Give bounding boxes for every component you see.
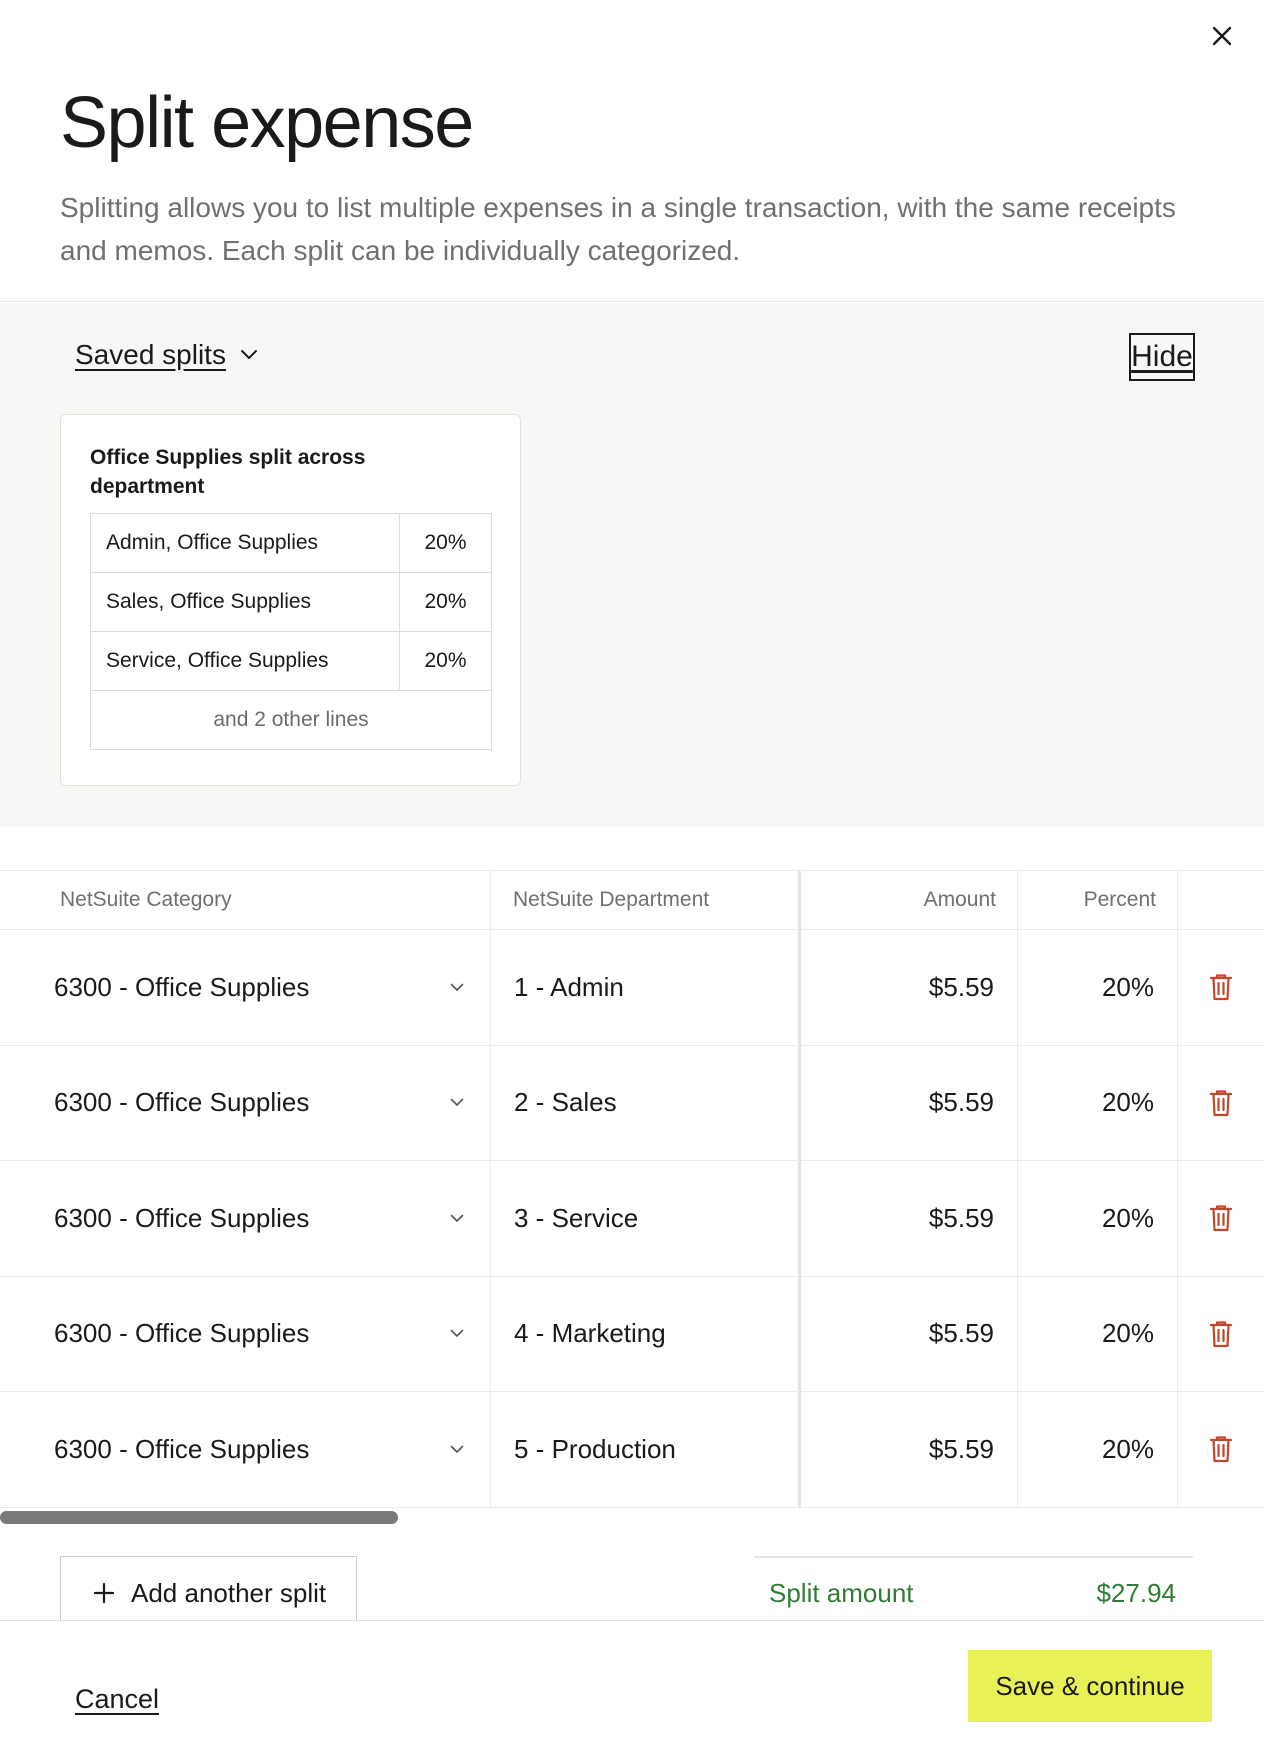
delete-split-button[interactable] <box>1178 1277 1264 1392</box>
department-field[interactable]: 4 - Marketing <box>491 1277 801 1392</box>
saved-split-lines <box>90 513 492 750</box>
percent-field[interactable]: 20% <box>1018 930 1178 1045</box>
header-amount: Amount <box>801 871 1018 929</box>
split-amount-label: Split amount <box>769 1578 914 1608</box>
close-button[interactable] <box>1204 18 1240 54</box>
category-value: 6300 - Office Supplies <box>54 1202 310 1233</box>
category-value: 6300 - Office Supplies <box>54 1318 310 1349</box>
chevron-down-icon <box>450 1214 464 1223</box>
saved-split-more-lines: and 2 other lines <box>91 691 492 750</box>
table-row <box>0 1277 1264 1393</box>
page-title: Split expense <box>60 83 473 163</box>
saved-split-line-percent: 20% <box>400 573 492 632</box>
category-select[interactable] <box>0 1392 491 1507</box>
saved-split-title: Office Supplies split across department <box>90 446 366 498</box>
table-header <box>0 870 1264 930</box>
percent-field[interactable]: 20% <box>1018 1277 1178 1392</box>
delete-split-button[interactable] <box>1178 930 1264 1045</box>
trash-icon <box>1209 1089 1233 1117</box>
header-percent: Percent <box>1018 871 1178 929</box>
saved-split-line-percent: 20% <box>400 632 492 691</box>
department-field[interactable]: 3 - Service <box>491 1161 801 1276</box>
category-select[interactable] <box>0 930 491 1045</box>
add-split-button[interactable] <box>60 1556 357 1630</box>
scrollbar-thumb[interactable] <box>0 1511 398 1524</box>
saved-split-line-label: Admin, Office Supplies <box>91 514 400 573</box>
chevron-down-icon <box>450 983 464 992</box>
split-summary <box>754 1556 1193 1609</box>
saved-split-more <box>91 691 492 750</box>
trash-icon <box>1209 973 1233 1001</box>
category-select[interactable] <box>0 1161 491 1276</box>
cancel-button[interactable]: Cancel <box>75 1684 160 1714</box>
category-select[interactable] <box>0 1277 491 1392</box>
split-table <box>0 870 1264 1508</box>
table-row <box>0 1392 1264 1508</box>
saved-splits-panel <box>0 303 1264 827</box>
department-field[interactable]: 1 - Admin <box>491 930 801 1045</box>
chevron-down-icon <box>240 349 258 361</box>
header-category: NetSuite Category <box>0 871 491 929</box>
chevron-down-icon <box>450 1445 464 1454</box>
dialog-header <box>0 0 1264 302</box>
percent-field[interactable]: 20% <box>1018 1161 1178 1276</box>
saved-split-line-percent: 20% <box>400 514 492 573</box>
saved-split-line-label: Service, Office Supplies <box>91 632 400 691</box>
percent-field[interactable]: 20% <box>1018 1392 1178 1507</box>
trash-icon <box>1209 1320 1233 1348</box>
header-actions <box>1178 871 1264 929</box>
amount-field[interactable]: $5.59 <box>801 1046 1018 1161</box>
amount-field[interactable]: $5.59 <box>801 1392 1018 1507</box>
plus-icon <box>93 1582 115 1604</box>
category-value: 6300 - Office Supplies <box>54 1433 310 1464</box>
page-description: Splitting allows you to list multiple expenses in a single transaction, with the same receipts and memos. Each split can be individually categorized. <box>60 192 1176 266</box>
add-split-label: Add another split <box>131 1577 327 1608</box>
split-amount-row <box>754 1558 1193 1609</box>
split-amount-value: $27.94 <box>1096 1578 1176 1608</box>
saved-split-line-label: Sales, Office Supplies <box>91 573 400 632</box>
category-value: 6300 - Office Supplies <box>54 971 310 1002</box>
chevron-down-icon <box>450 1098 464 1107</box>
saved-split-card[interactable] <box>60 414 521 786</box>
delete-split-button[interactable] <box>1178 1392 1264 1507</box>
department-field[interactable]: 2 - Sales <box>491 1046 801 1161</box>
chevron-down-icon <box>450 1329 464 1338</box>
saved-splits-toggle[interactable] <box>75 339 258 371</box>
amount-field[interactable]: $5.59 <box>801 930 1018 1045</box>
trash-icon <box>1209 1204 1233 1232</box>
percent-field[interactable]: 20% <box>1018 1046 1178 1161</box>
header-department: NetSuite Department <box>491 871 801 929</box>
saved-split-line <box>91 514 492 573</box>
save-continue-button[interactable]: Save & continue <box>968 1650 1212 1722</box>
department-field[interactable]: 5 - Production <box>491 1392 801 1507</box>
hide-button[interactable]: Hide <box>1129 333 1195 381</box>
category-value: 6300 - Office Supplies <box>54 1087 310 1118</box>
table-row <box>0 1046 1264 1162</box>
saved-splits-label: Saved splits <box>75 339 226 370</box>
amount-field[interactable]: $5.59 <box>801 1161 1018 1276</box>
table-row <box>0 1161 1264 1277</box>
saved-split-line <box>91 573 492 632</box>
close-icon <box>1211 25 1233 47</box>
amount-field[interactable]: $5.59 <box>801 1277 1018 1392</box>
table-row <box>0 930 1264 1046</box>
saved-split-line <box>91 632 492 691</box>
delete-split-button[interactable] <box>1178 1161 1264 1276</box>
trash-icon <box>1209 1435 1233 1463</box>
horizontal-scrollbar[interactable] <box>0 1507 1264 1527</box>
dialog-footer <box>0 1620 1264 1738</box>
delete-split-button[interactable] <box>1178 1046 1264 1161</box>
category-select[interactable] <box>0 1046 491 1161</box>
